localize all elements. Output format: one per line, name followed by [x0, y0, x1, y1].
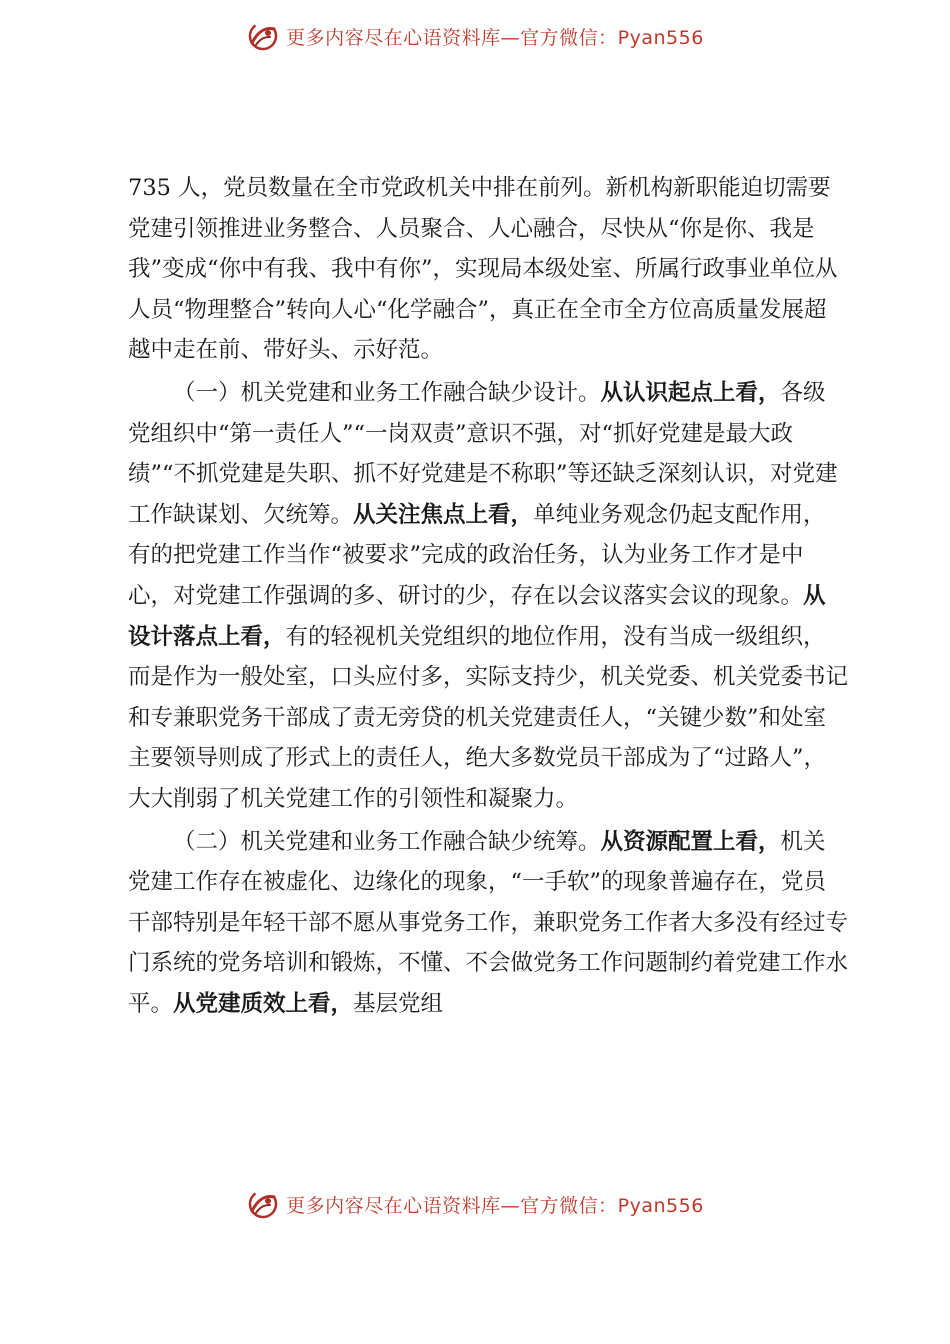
paragraph-3-text-1: 机关党建工作存在被虚化、边缘化的现象，“一手软”的现象普遍存在，党员干部特别是年轻干部不愿从事党务工作，兼职党务工作者大多没有经过专门系统的党务培训和锻炼，不懂、不会做党务工作问题制约着党建工作水平。	[128, 828, 849, 1017]
paragraph-2-lead: （一）机关党建和业务工作融合缺少设计。	[173, 379, 601, 406]
paragraph-1-text: 735 人，党员数量在全市党政机关中排在前列。新机构新职能迫切需要党建引领推进业务整合、人员聚合、人心融合，尽快从“你是你、我是我”变成“你中有我、我中有你”，实现局本级处室、所属行政事业单位从人员“物理整合”转向人心“化学融合”，真正在全市全方位高质量发展超越中走在前、带好头、示好范。	[128, 175, 838, 364]
paragraph-2-text-2: 单纯业务观念仍起支配作用，有的把党建工作当作“被要求”完成的政治任务，认为业务工作才是中心，对党建工作强调的多、研讨的少，存在以会议落实会议的现象。	[128, 501, 826, 609]
header-banner-text	[286, 23, 704, 50]
document-body	[128, 168, 848, 1024]
brush-swirl-icon	[246, 19, 280, 53]
header-brand-text: 更多内容尽在心语资料库	[286, 26, 501, 49]
paragraph-3-bold-2: 从党建质效上看，	[173, 990, 354, 1017]
paragraph-2-text-1: 各级党组织中“第一责任人”“一岗双责”意识不强，对“抓好党建是最大政绩”“不抓党建是失职、抓不好党建是不称职”等还缺乏深刻认识，对党建工作缺谋划、欠统筹。	[128, 379, 838, 528]
footer-wechat-text: 官方微信：Pyan556	[520, 1194, 704, 1217]
header-banner	[0, 16, 950, 56]
footer-dash: —	[500, 1194, 521, 1217]
paragraph-3-lead: （二）机关党建和业务工作融合缺少统筹。	[173, 828, 601, 855]
paragraph-2-bold-3: 从设计落点上看，	[128, 582, 826, 650]
footer-banner	[0, 1184, 950, 1224]
header-dash: —	[500, 26, 521, 49]
footer-banner-inner	[246, 1187, 704, 1221]
paragraph-3-bold-1: 从资源配置上看，	[600, 828, 781, 855]
paragraph-2-bold-1: 从认识起点上看，	[600, 379, 781, 406]
paragraph-3	[128, 822, 848, 1025]
header-wechat-text: 官方微信：Pyan556	[520, 26, 704, 49]
footer-banner-text	[286, 1191, 704, 1218]
paragraph-2-text-3: 有的轻视机关党组织的地位作用，没有当成一级组织，而是作为一般处室，口头应付多，实际支持少，机关党委、机关党委书记和专兼职党务干部成了责无旁贷的机关党建责任人，“关键少数”和处室主要领导则成了形式上的责任人，绝大多数党员干部成为了“过路人”，大大削弱了机关党建工作的引领性和凝聚力。	[128, 623, 849, 812]
footer-brand-text: 更多内容尽在心语资料库	[286, 1194, 501, 1217]
brush-swirl-icon	[246, 1187, 280, 1221]
header-banner-inner	[246, 19, 704, 53]
paragraph-2	[128, 373, 848, 820]
paragraph-2-bold-2: 从关注焦点上看，	[353, 501, 534, 528]
paragraph-1	[128, 168, 848, 371]
paragraph-3-text-2: 基层党组	[353, 990, 444, 1017]
